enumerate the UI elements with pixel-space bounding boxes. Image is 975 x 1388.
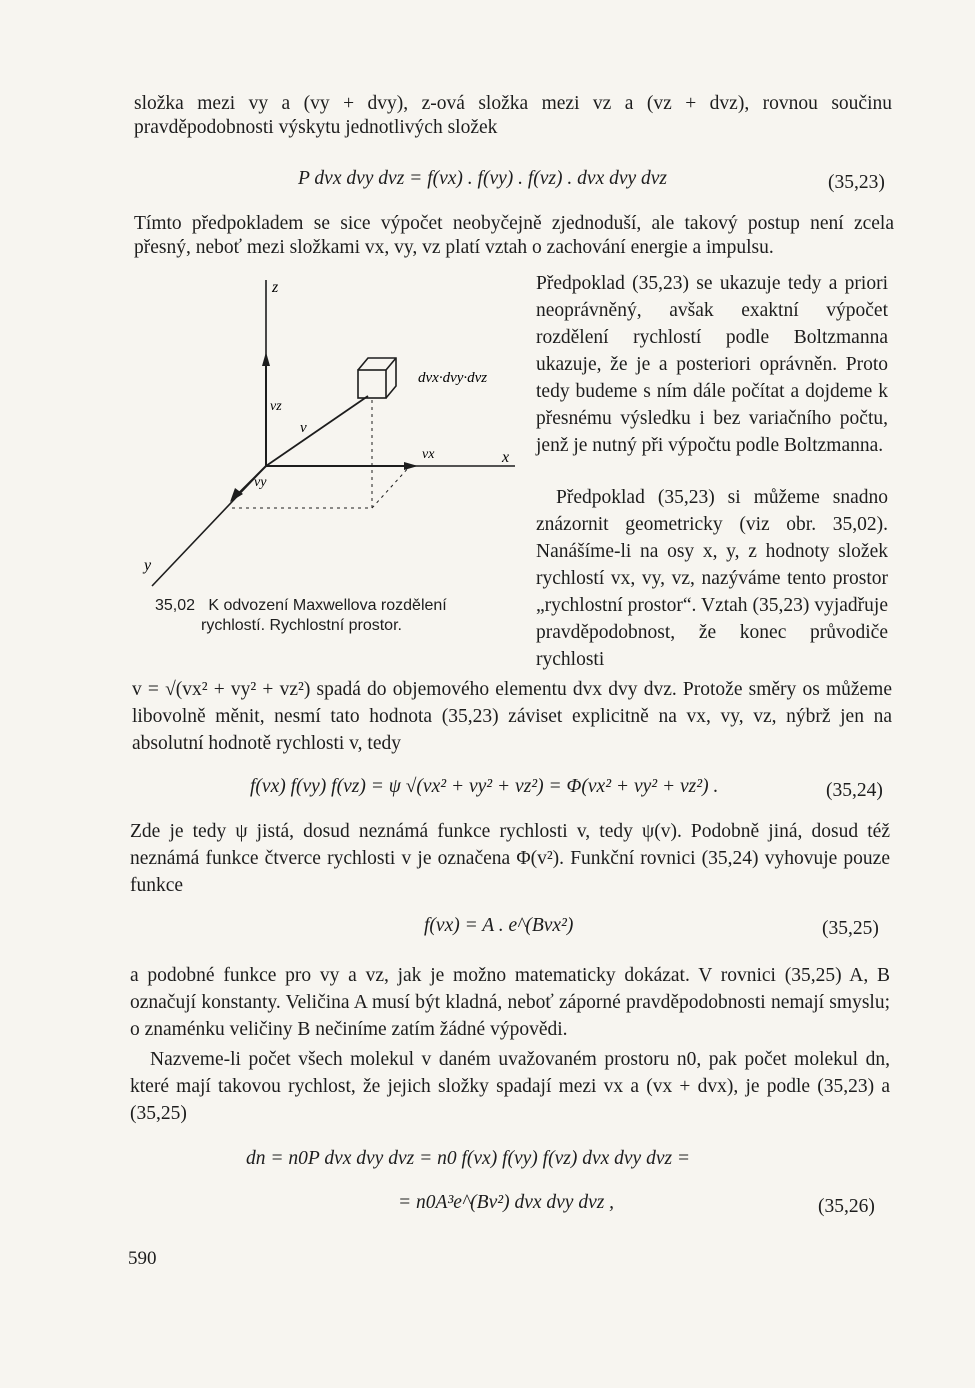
- paragraph-2: Tímto předpokladem se sice výpočet neobyčejně zjednoduší, ale takový postup není zcela přesný, neboť mezi složkami vx, vy, vz platí vztah o zachování energie a impulsu.: [134, 213, 894, 258]
- paragraph-3c: v = √(vx² + vy² + vz²) spadá do objemového elementu dvx dvy dvz. Protože směry os můžeme libovolně měnit, nesmí tato hodnota (35,23) záviset explicitně na vx, vy, vz, nýbrž jen na absolutní hodnotě rychlosti v, tedy: [132, 679, 892, 754]
- equation-35-26-line-2: = n0A³e^(Bv²) dvx dvy dvz ,: [398, 1192, 615, 1213]
- axis-label-y: y: [144, 557, 152, 574]
- paragraph-3a: Předpoklad (35,23) se ukazuje tedy a priori neoprávněný, avšak exaktní výpočet rozdělení rychlostí podle Boltzmanna ukazuje, že je a posteriori oprávněn. Proto tedy budeme s ním dále počítat a dojdeme k přesnému výsledku i bez variačního počtu, jenž je nutný při výpočtu podle Boltzmanna.: [536, 273, 888, 456]
- label-v: v: [300, 420, 307, 436]
- equation-number-35-26: (35,26): [818, 1196, 875, 1217]
- caption-line-1: K odvození Maxwellova rozdělení: [208, 597, 447, 614]
- caption-number: 35,02: [155, 597, 196, 614]
- label-volume-element: dvx·dvy·dvz: [418, 370, 488, 386]
- label-vz: vz: [270, 399, 282, 414]
- axis-label-z: z: [272, 279, 279, 296]
- equation-number-35-24: (35,24): [826, 780, 883, 801]
- equation-35-25: f(vx) = A . e^(Bvx²): [424, 915, 574, 936]
- paragraph-6: Nazveme-li počet všech molekul v daném uvažovaném prostoru n0, pak počet molekul dn, které mají takovou rychlost, že jejich složky spadají mezi vx a (vx + dvx), je podle (35,23) a (35,25): [130, 1049, 890, 1124]
- equation-number-35-23: (35,23): [828, 172, 885, 193]
- paragraph-intro: složka mezi vy a (vy + dvy), z-ová složka mezi vz a (vz + dvz), rovnou součinu pravděpodobnosti výskytu jednotlivých složek: [134, 93, 892, 138]
- paragraph-5: a podobné funkce pro vy a vz, jak je možno matematicky dokázat. V rovnici (35,25) A, B označují konstanty. Veličina A musí být kladná, neboť záporné pravděpodobnosti nemají smyslu; o znaménku veličiny B nečiníme zatím žádné výpovědi.: [130, 965, 890, 1040]
- figure-caption: [155, 596, 495, 636]
- equation-35-24: f(vx) f(vy) f(vz) = ψ √(vx² + vy² + vz²) = Φ(vx² + vy² + vz²) .: [250, 776, 719, 797]
- label-vy: vy: [254, 475, 267, 490]
- paragraph-3b: Předpoklad (35,23) si můžeme snadno znázornit geometricky (viz obr. 35,02). Nanášíme-li na osy x, y, z hodnoty složek rychlostí vx, vy, vz, nazýváme tento prostor „rychlostní prostor“. Vztah (35,23) vyjadřuje pravděpodobnost, že konec průvodiče rychlosti: [536, 487, 888, 670]
- page-number: 590: [128, 1248, 157, 1269]
- caption-line-2: rychlostí. Rychlostní prostor.: [201, 617, 402, 634]
- label-vx: vx: [422, 447, 435, 462]
- equation-number-35-25: (35,25): [822, 918, 879, 939]
- equation-35-23: P dvx dvy dvz = f(vx) . f(vy) . f(vz) . dvx dvy dvz: [298, 168, 668, 189]
- axis-label-x: x: [502, 449, 510, 466]
- paragraph-4: Zde je tedy ψ jistá, dosud neznámá funkce rychlosti v, tedy ψ(v). Podobně jiná, dosud též neznámá funkce čtverce rychlosti v je označena Φ(v²). Funkční rovnici (35,24) vyhovuje pouze funkce: [130, 821, 890, 896]
- equation-35-26-line-1: dn = n0P dvx dvy dvz = n0 f(vx) f(vy) f(vz) dvx dvy dvz =: [246, 1148, 691, 1169]
- figure-velocity-space: [140, 270, 520, 600]
